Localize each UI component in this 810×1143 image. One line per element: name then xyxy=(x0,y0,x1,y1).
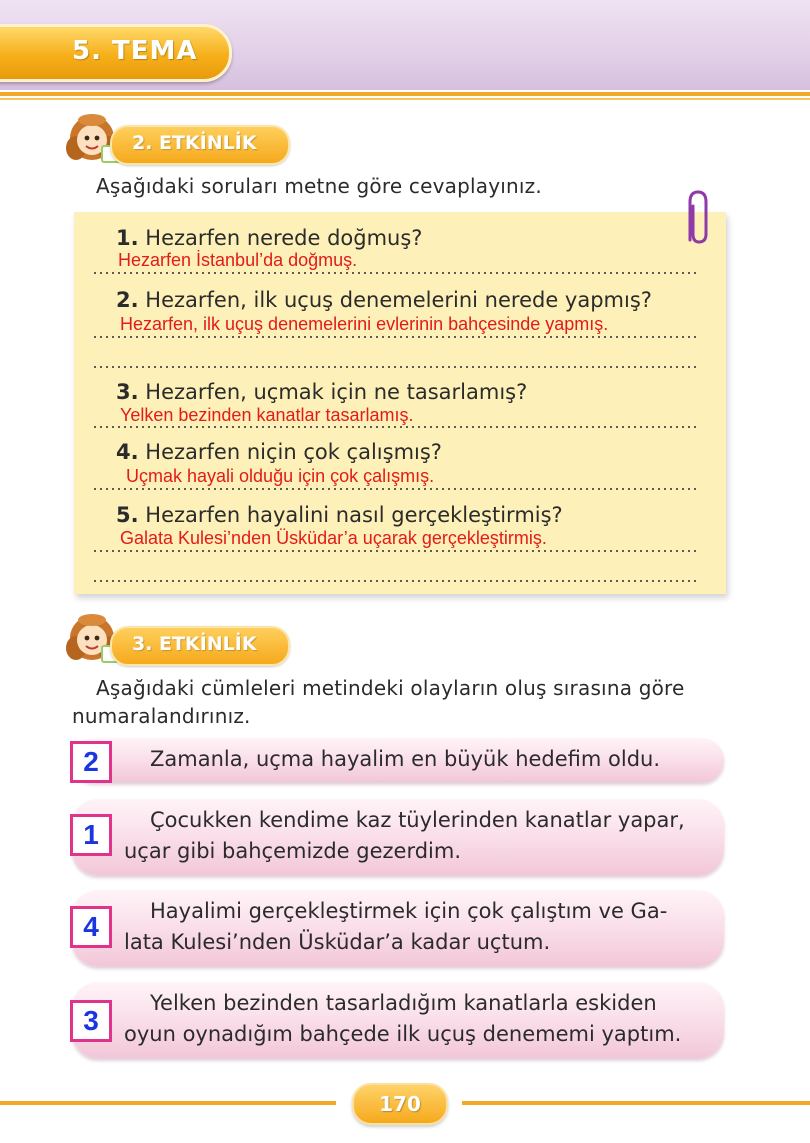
question-2: 2. Hezarfen, ilk uçuş denemelerini nerede yapmış? xyxy=(116,288,652,312)
answer-line xyxy=(92,550,696,552)
question-1: 1. Hezarfen nerede doğmuş? xyxy=(116,226,423,250)
footer-divider xyxy=(0,1101,336,1105)
order-number-box[interactable]: 2 xyxy=(70,741,112,783)
theme-label: 5. TEMA xyxy=(72,36,198,66)
answer-5[interactable]: Galata Kulesi’nden Üsküdar’a uçarak gerçekleştirmiş. xyxy=(120,528,547,548)
question-4: 4. Hezarfen niçin çok çalışmış? xyxy=(116,440,442,464)
activity3-instruction-line2: numaralandırınız. xyxy=(72,704,251,728)
order-number-box[interactable]: 4 xyxy=(70,906,112,948)
activity3-instruction-line1: Aşağıdaki cümleleri metindeki olayların oluş sırasına göre xyxy=(96,676,685,700)
answer-line xyxy=(92,580,696,582)
sentence-text: Hayalimi gerçekleştirmek için çok çalıştım ve Ga- lata Kulesi’nden Üsküdar’a kadar uçtum. xyxy=(124,899,668,954)
header-divider-thin xyxy=(0,98,810,100)
answer-1[interactable]: Hezarfen İstanbul’da doğmuş. xyxy=(118,250,358,270)
question-3: 3. Hezarfen, uçmak için ne tasarlamış? xyxy=(116,380,528,404)
answer-3[interactable]: Yelken bezinden kanatlar tasarlamış. xyxy=(120,405,414,425)
activity3-title: 3. ETKİNLİK xyxy=(132,633,257,655)
paperclip-icon xyxy=(680,188,712,246)
sentence-text: Çocukken kendime kaz tüylerinden kanatlar yapar, uçar gibi bahçemizde gezerdim. xyxy=(124,808,685,863)
answer-line xyxy=(92,366,696,368)
activity2-instruction: Aşağıdaki soruları metne göre cevaplayınız. xyxy=(96,174,542,198)
page-number: 170 xyxy=(352,1083,448,1125)
answer-line xyxy=(92,426,696,428)
sentence-text: Yelken bezinden tasarladığım kanatlarla eskiden oyun oynadığım bahçede ilk uçuş denememi yaptım. xyxy=(124,991,682,1046)
answer-2[interactable]: Hezarfen, ilk uçuş denemelerini evlerinin bahçesinde yapmış. xyxy=(120,314,609,334)
sentence-text: Zamanla, uçma hayalim en büyük hedefim oldu. xyxy=(150,747,661,771)
footer-divider xyxy=(462,1101,810,1105)
order-number-box[interactable]: 1 xyxy=(70,814,112,856)
answer-line xyxy=(92,336,696,338)
order-number-box[interactable]: 3 xyxy=(70,1000,112,1042)
activity2-title: 2. ETKİNLİK xyxy=(132,132,257,154)
answer-4[interactable]: Uçmak hayali olduğu için çok çalışmış. xyxy=(126,466,435,486)
header-divider xyxy=(0,92,810,96)
answer-line xyxy=(92,488,696,490)
answer-line xyxy=(92,272,696,274)
question-5: 5. Hezarfen hayalini nasıl gerçekleştirmiş? xyxy=(116,503,563,527)
